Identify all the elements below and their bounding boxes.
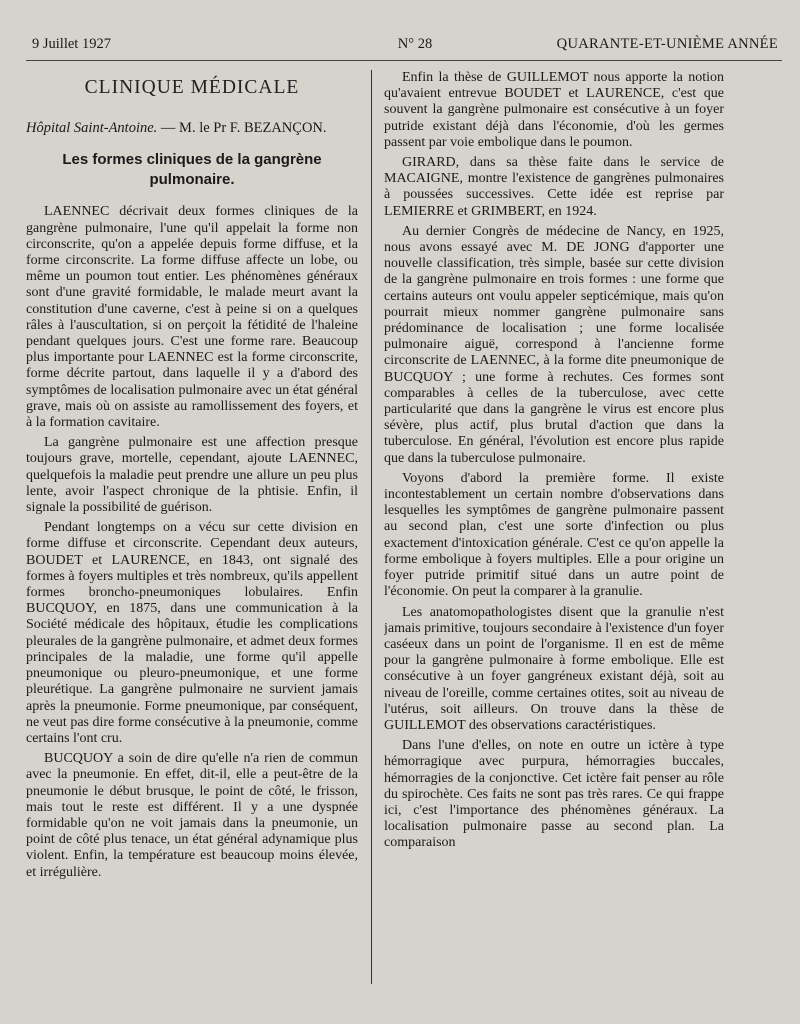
left-column xyxy=(26,70,358,1012)
issue-date: 9 Juillet 1927 xyxy=(32,36,111,52)
paragraph: Enfin la thèse de GUILLEMOT nous apporte la notion qu'avaient entrevue BOUDET et LAURENCE, c'est que souvent la gangrène pulmonaire est consécutive à un foyer putride existant déjà dans l'économie, d'où les germes passent par voie embolique dans le poumon. xyxy=(384,70,724,150)
article-title: Les formes cliniques de la gangrène pulmonaire. xyxy=(62,151,322,189)
section-title: CLINIQUE MÉDICALE xyxy=(84,77,300,98)
paragraph: Voyons d'abord la première forme. Il existe incontestablement un certain nombre d'observations dans lesquelles les symptômes de gangrène pulmonaire passent au second plan, c'est une sorte d'infection ou plus exactement d'intoxication générale. C'est ce qu'on appelle la forme embolique à foyers multiples. Elle a pour origine un foyer putride primitif situé dans un autre point de l'économie. On peut la comparer à la granulie. xyxy=(384,470,724,600)
right-column xyxy=(384,70,724,1012)
paragraph: La gangrène pulmonaire est une affection presque toujours grave, mortelle, cependant, ajoute LAENNEC, quelquefois la maladie peut prendre une allure un peu plus lente, avoir l'aspect chronique de la phtisie. Enfin, il signale la possibilité de guérison. xyxy=(26,435,358,516)
publication-year: QUARANTE-ET-UNIÈME ANNÉE xyxy=(556,36,778,52)
issue-number: N° 28 xyxy=(397,36,433,52)
hospital-name: Hôpital Saint-Antoine. xyxy=(26,120,158,137)
paragraph: BUCQUOY a soin de dire qu'elle n'a rien de commun avec la pneumonie. En effet, dit-il, elle a peut-être de la pneumonie le début brusque, le point de côté, le frisson, mais tout le reste est différent. Il y a une dyspnée formidable qu'on ne voit jamais dans la pneumonie, un point de côté plus tenace, un état général adynamique plus violent. Enfin, la température est beaucoup moins élevée, et irrégulière. xyxy=(26,751,358,880)
paragraph: Au dernier Congrès de médecine de Nancy, en 1925, nous avons essayé avec M. DE JONG d'apporter une nouvelle classification, très simple, basée sur cette division de la gangrène pulmonaire en trois formes : une forme que certains auteurs ont voulu appeler septicémique, mais qu'on pourrait mieux nommer gangrène pulmonaire sans prédominance de localisation ; une forme localisée pulmonaire aiguë, correspond à l'ancienne forme circonscrite de LAENNEC, à la forme dite pneumonique de BUCQUOY ; une forme à rechutes. Ces formes sont comparables à celles de la tuberculose, avec cette particularité que dans la gangrène le virus est encore plus sévère, plus actif, plus brutal d'action que dans la tuberculose. En général, l'évolution est encore plus rapide que dans la tuberculose pulmonaire. xyxy=(384,223,724,466)
header-rule xyxy=(26,60,782,61)
attribution-dash: — xyxy=(160,120,176,137)
paragraph: Dans l'une d'elles, on note en outre un ictère à type hémorragique avec purpura, hémorragies buccales, hémorragies de la conjonctive. Cet ictère fait penser au rôle du spirochète. Ces faits ne sont pas très rares. Ce qui frappe ici, c'est l'importance des phénomènes généraux. La localisation pulmonaire passe au second plan. La comparaison xyxy=(384,738,724,851)
paragraph: Pendant longtemps on a vécu sur cette division en forme diffuse et circonscrite. Cependant deux auteurs, BOUDET et LAURENCE, en 1843, ont signalé des formes à foyers multiples et très nombreux, qu'ils appellent formes broncho-pneumoniques lobulaires. Enfin BUCQUOY, en 1875, dans une communication à la Société médicale des hôpitaux, étudie les complications pleurales de la gangrène pulmonaire, et admet deux formes principales de la maladie, une forme qu'il appelle pneumonique ou pleuro-pneumonique, et une forme pleurétique. La gangrène pulmonaire ne survient jamais après la pneumonie. Forme pneumonique, par conséquent, ne veut pas dire forme consécutive à la pneumonie, comme certains l'ont cru. xyxy=(26,520,358,746)
column-divider xyxy=(371,70,372,984)
paragraph: Les anatomopathologistes disent que la granulie n'est jamais primitive, toujours secondaire à l'existence d'un foyer caséeux dans un point de l'organisme. Il en est de même pour la gangrène pulmonaire à forme embolique. Elle est consécutive à un foyer gangréneux existant déjà, soit au niveau de l'oreille, comme certaines otites, soit au niveau de l'utérus, soit ailleurs. On trouve dans la thèse de GUILLEMOT des observations caractéristiques. xyxy=(384,604,724,733)
page-header xyxy=(32,36,778,58)
author-name: M. le Pr F. BEZANÇON. xyxy=(179,120,327,137)
paragraph: GIRARD, dans sa thèse faite dans le service de MACAIGNE, montre l'existence de gangrènes pulmonaires à poussées successives. Cette idée est reprise par LEMIERRE et GRIMBERT, en 1924. xyxy=(384,155,724,219)
paragraph: LAENNEC décrivait deux formes cliniques de la gangrène pulmonaire, l'une qu'il appelait la forme non circonscrite, qu'on a appelée depuis forme diffuse, et la forme circonscrite. La forme diffuse affecte un lobe, ou même un poumon tout entier. Les phénomènes généraux sont d'une gravité formidable, le malade meurt avant la constitution d'une caverne, c'est à peine si on a quelques râles à l'auscultation, si on perçoit la fétidité de l'haleine pendant quelques jours. C'est une forme rare. Beaucoup plus importante pour LAENNEC est la forme circonscrite, forme décrite partout, dans laquelle il y a d'abord des symptômes de localisation pulmonaire avec un état général grave, mais où on assiste au ramollissement des foyers, et à la formation cavitaire. xyxy=(26,204,358,431)
article-attribution xyxy=(26,120,358,136)
